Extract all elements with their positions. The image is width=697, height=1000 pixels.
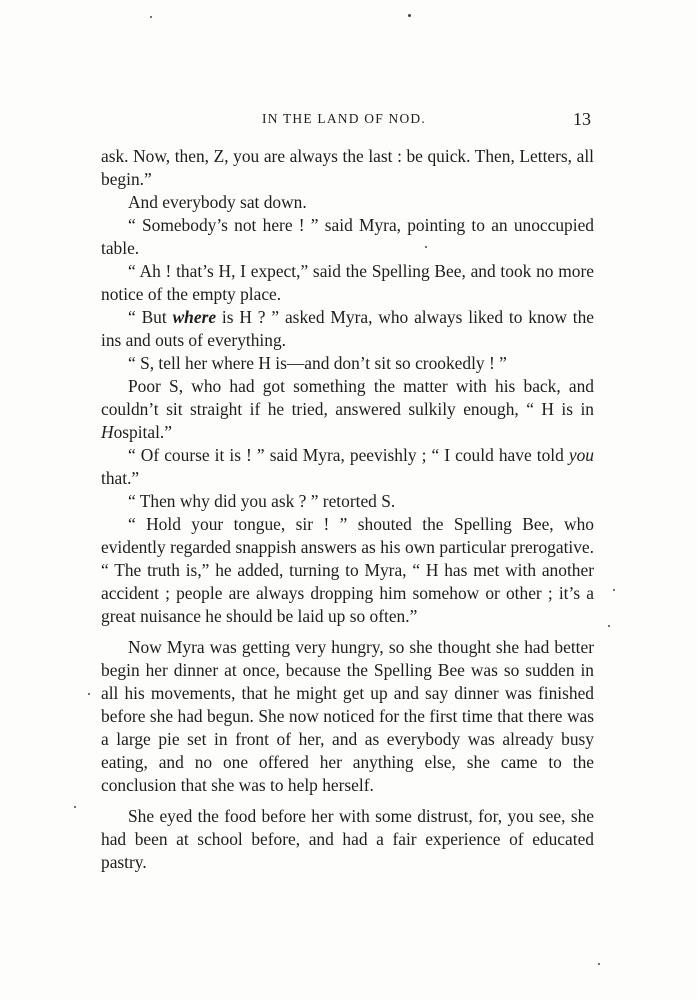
text-run: “ Of course it is ! ” said Myra, peevishly ; “ I could have told [128, 445, 569, 465]
ink-speck [88, 693, 90, 695]
emphasis-text: you [568, 445, 594, 465]
body-text [101, 145, 594, 874]
text-run: “ Then why did you ask ? ” retorted S. [128, 491, 396, 511]
ink-speck [608, 625, 610, 627]
text-run: ask. Now, then, Z, you are always the last : be quick. Then, Letters, all begin.” [101, 146, 594, 189]
text-run: that.” [101, 468, 140, 488]
paragraph [101, 145, 594, 191]
paragraph [101, 306, 594, 352]
text-run: is H ? ” asked Myra, who always liked to know the ins and outs of everything. [101, 307, 595, 350]
paragraph [101, 444, 594, 490]
text-run: “ S, tell her where H is—and don’t sit so crookedly ! ” [128, 353, 507, 373]
emphasis-text: where [172, 307, 217, 327]
text-run: “ Hold your tongue, sir ! ” shouted the Spelling Bee, who evidently regarded snappish answers as his own particular prerogative. “ The truth is,” he added, turning to Myra, “ H has met with another accident ; people are always dropping him somehow or other ; it’s a great nuisance he should be laid up so often.” [101, 514, 594, 626]
page-number: 13 [573, 109, 591, 129]
ink-speck [74, 806, 76, 808]
page-header [0, 111, 697, 135]
ink-speck [408, 14, 411, 17]
text-run: “ Somebody’s not here ! ” said Myra, pointing to an unoccupied table. [101, 215, 594, 258]
paragraph [101, 513, 594, 628]
text-run: “ But [128, 307, 173, 327]
text-run: ospital.” [113, 422, 173, 442]
paragraph [101, 260, 594, 306]
ink-speck [613, 589, 615, 591]
paragraph [101, 636, 594, 797]
ink-speck [598, 963, 600, 965]
paragraph [101, 191, 594, 214]
paragraph [101, 490, 594, 513]
running-head: IN THE LAND OF NOD. [262, 111, 426, 126]
paragraph [101, 352, 594, 375]
text-run: “ Ah ! that’s H, I expect,” said the Spelling Bee, and took no more notice of the empty place. [101, 261, 594, 304]
paragraph [101, 805, 594, 874]
paragraph [101, 214, 594, 260]
text-run: Poor S, who had got something the matter with his back, and couldn’t sit straight if he tried, answered sulkily enough, “ H is in [101, 376, 594, 419]
text-run: Now Myra was getting very hungry, so she thought she had better begin her dinner at once, because the Spelling Bee was so sudden in all his movements, that he might get up and say dinner was finished before she had begun. She now noticed for the first time that there was a large pie set in front of her, and as everybody was already busy eating, and no one offered her anything else, she came to the conclusion that she was to help herself. [101, 637, 594, 795]
text-run: And everybody sat down. [128, 192, 307, 212]
text-run: She eyed the food before her with some distrust, for, you see, she had been at school before, and had a fair experience of educated pastry. [101, 806, 594, 872]
emphasis-text: H [101, 422, 114, 442]
ink-speck [150, 16, 152, 18]
paragraph [101, 375, 594, 444]
